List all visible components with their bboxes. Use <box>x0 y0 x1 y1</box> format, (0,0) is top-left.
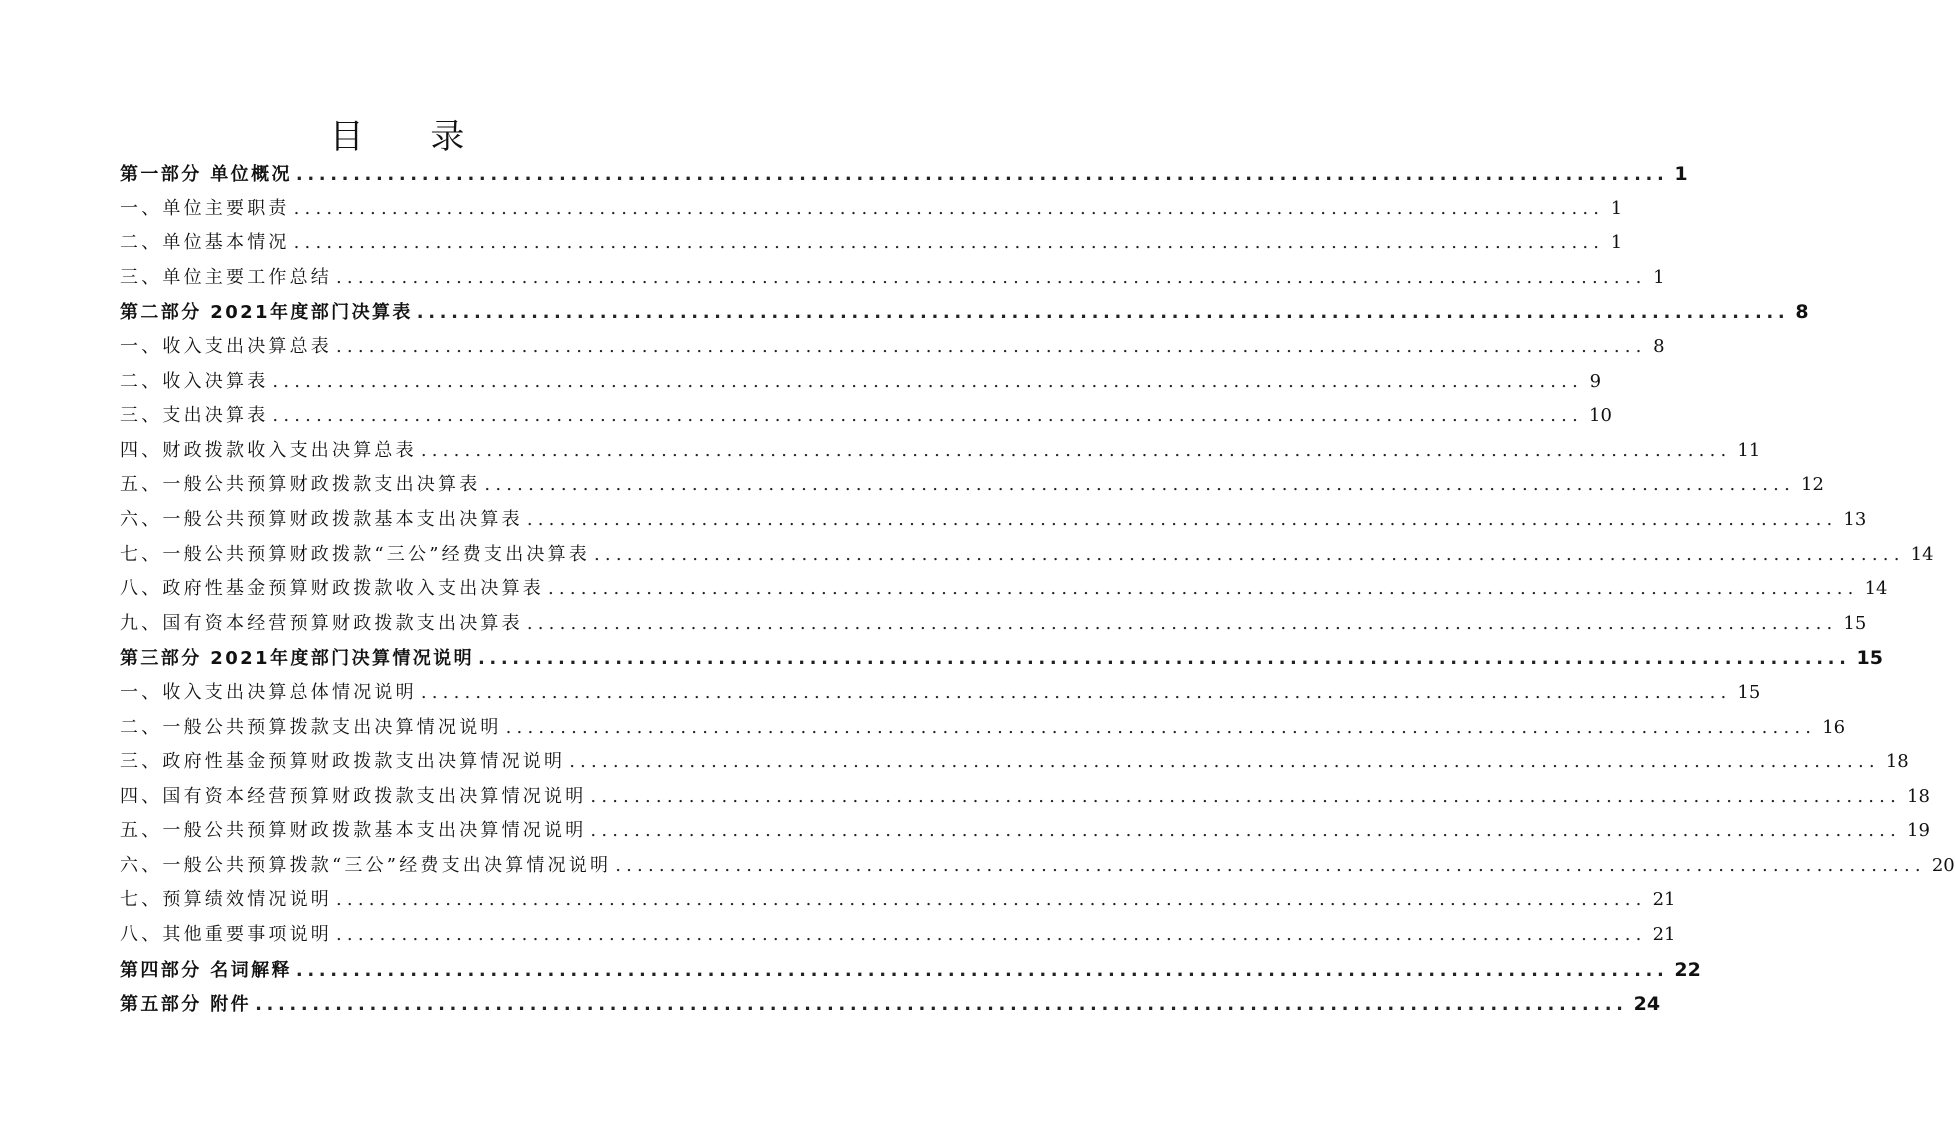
toc-section-entry[interactable] <box>120 330 1665 365</box>
toc-part-entry[interactable] <box>120 157 1688 192</box>
toc-section-entry[interactable] <box>120 676 1761 711</box>
toc-section-entry[interactable] <box>120 883 1676 918</box>
toc-section-entry[interactable] <box>120 226 1623 261</box>
toc-dot-leader: ........................................................................................................................ <box>484 474 1796 496</box>
toc-dot-leader: ........................................................................................................................ <box>477 648 1851 670</box>
toc-page-number: 19 <box>1907 820 1930 842</box>
toc-entry-label: 八、其他重要事项说明 <box>120 924 332 946</box>
toc-page-number: 16 <box>1822 716 1846 738</box>
toc-entry-label: 第四部分 名词解释 <box>120 959 292 981</box>
toc-page-number: 15 <box>1843 612 1867 634</box>
toc-dot-leader: ........................................................................................................................ <box>293 232 1605 254</box>
toc-entry-label: 三、支出决算表 <box>120 405 269 427</box>
toc-dot-leader: ........................................................................................................................ <box>272 370 1584 392</box>
toc-dot-leader: ........................................................................................................................ <box>336 924 1647 946</box>
toc-page-number: 24 <box>1633 993 1661 1016</box>
toc-part-entry[interactable] <box>120 987 1661 1022</box>
toc-page-number: 10 <box>1589 405 1612 427</box>
toc-page-number: 15 <box>1856 647 1883 670</box>
toc-section-entry[interactable] <box>120 918 1676 953</box>
toc-section-entry[interactable] <box>120 814 1930 849</box>
toc-entry-label: 二、单位基本情况 <box>120 232 290 254</box>
toc-page-number: 8 <box>1795 301 1809 324</box>
table-of-contents <box>120 157 1955 1022</box>
toc-section-entry[interactable] <box>120 607 1867 642</box>
toc-section-entry[interactable] <box>120 468 1824 503</box>
toc-page-number: 13 <box>1843 508 1867 530</box>
toc-section-entry[interactable] <box>120 434 1761 469</box>
toc-entry-label: 第一部分 单位概况 <box>120 164 292 185</box>
toc-entry-label: 三、单位主要工作总结 <box>120 266 332 288</box>
toc-dot-leader: ........................................................................................................................ <box>420 681 1732 703</box>
toc-dot-leader: ........................................................................................................................ <box>590 820 1902 842</box>
toc-dot-leader: ........................................................................................................................ <box>336 889 1647 911</box>
toc-entry-label: 三、政府性基金预算财政拨款支出决算情况说明 <box>120 751 566 773</box>
toc-dot-leader: ........................................................................................................................ <box>336 335 1647 357</box>
toc-entry-label: 五、一般公共预算财政拨款支出决算表 <box>120 474 481 496</box>
toc-entry-label: 九、国有资本经营预算财政拨款支出决算表 <box>120 612 523 634</box>
toc-page-number: 20 <box>1931 854 1955 876</box>
toc-dot-leader: ........................................................................................................................ <box>293 197 1605 219</box>
toc-page-number: 8 <box>1653 335 1665 357</box>
page-title: 目 录 <box>329 116 493 157</box>
toc-page-number: 1 <box>1653 266 1665 288</box>
toc-entry-label: 第三部分 2021年度部门决算情况说明 <box>120 648 474 670</box>
toc-entry-label: 七、一般公共预算财政拨款“三公”经费支出决算表 <box>120 543 591 565</box>
toc-page-number: 14 <box>1910 543 1934 565</box>
toc-dot-leader: ........................................................................................................................ <box>505 716 1817 738</box>
toc-dot-leader: ........................................................................................................................ <box>255 994 1628 1016</box>
toc-entry-label: 第二部分 2021年度部门决算表 <box>120 302 413 324</box>
toc-page-number: 9 <box>1589 370 1602 392</box>
toc-page-number: 21 <box>1652 889 1676 911</box>
toc-dot-leader: ........................................................................................................................ <box>416 302 1790 324</box>
toc-entry-label: 一、单位主要职责 <box>120 197 290 219</box>
toc-section-entry[interactable] <box>120 538 1934 573</box>
toc-page-number: 1 <box>1610 232 1623 254</box>
toc-entry-label: 五、一般公共预算财政拨款基本支出决算情况说明 <box>120 820 587 842</box>
toc-section-entry[interactable] <box>120 572 1888 607</box>
toc-dot-leader: ........................................................................................................................ <box>295 164 1669 185</box>
toc-entry-label: 八、政府性基金预算财政拨款收入支出决算表 <box>120 578 544 600</box>
toc-page-number: 12 <box>1801 474 1824 496</box>
toc-page-number: 15 <box>1737 681 1761 703</box>
toc-section-entry[interactable] <box>120 745 1909 780</box>
toc-section-entry[interactable] <box>120 503 1867 538</box>
toc-dot-leader: ........................................................................................................................ <box>548 578 1859 600</box>
toc-dot-leader: ........................................................................................................................ <box>420 439 1732 461</box>
toc-section-entry[interactable] <box>120 261 1665 296</box>
toc-entry-label: 七、预算绩效情况说明 <box>120 889 332 911</box>
toc-part-entry[interactable] <box>120 641 1883 676</box>
toc-page-number: 22 <box>1674 958 1701 981</box>
toc-part-entry[interactable] <box>120 953 1701 988</box>
toc-entry-label: 二、收入决算表 <box>120 370 269 392</box>
toc-entry-label: 四、国有资本经营预算财政拨款支出决算情况说明 <box>120 785 587 807</box>
toc-dot-leader: ........................................................................................................................ <box>594 543 1905 565</box>
toc-entry-label: 六、一般公共预算财政拨款基本支出决算表 <box>120 508 523 530</box>
toc-section-entry[interactable] <box>120 711 1846 746</box>
toc-entry-label: 一、收入支出决算总表 <box>120 335 332 357</box>
toc-dot-leader: ........................................................................................................................ <box>526 612 1838 634</box>
toc-page-number: 14 <box>1864 578 1888 600</box>
toc-dot-leader: ........................................................................................................................ <box>569 751 1880 773</box>
toc-part-entry[interactable] <box>120 295 1809 330</box>
toc-entry-label: 四、财政拨款收入支出决算总表 <box>120 439 417 461</box>
toc-dot-leader: ........................................................................................................................ <box>615 854 1926 876</box>
toc-page-number: 1 <box>1674 163 1688 185</box>
toc-entry-label: 二、一般公共预算拨款支出决算情况说明 <box>120 716 502 738</box>
toc-dot-leader: ........................................................................................................................ <box>295 959 1669 981</box>
toc-dot-leader: ........................................................................................................................ <box>272 405 1584 427</box>
toc-entry-label: 第五部分 附件 <box>120 994 252 1016</box>
toc-page-number: 1 <box>1610 197 1623 219</box>
toc-page-number: 21 <box>1652 924 1676 946</box>
toc-section-entry[interactable] <box>120 849 1955 884</box>
toc-section-entry[interactable] <box>120 192 1623 227</box>
toc-section-entry[interactable] <box>120 365 1602 400</box>
toc-page-number: 11 <box>1737 439 1761 461</box>
toc-dot-leader: ........................................................................................................................ <box>526 508 1838 530</box>
toc-entry-label: 六、一般公共预算拨款“三公”经费支出决算情况说明 <box>120 854 612 876</box>
toc-dot-leader: ........................................................................................................................ <box>590 785 1902 807</box>
toc-section-entry[interactable] <box>120 780 1930 815</box>
toc-entry-label: 一、收入支出决算总体情况说明 <box>120 681 417 703</box>
toc-dot-leader: ........................................................................................................................ <box>336 266 1647 288</box>
toc-page-number: 18 <box>1907 785 1930 807</box>
toc-page-number: 18 <box>1885 751 1909 773</box>
toc-section-entry[interactable] <box>120 399 1612 434</box>
